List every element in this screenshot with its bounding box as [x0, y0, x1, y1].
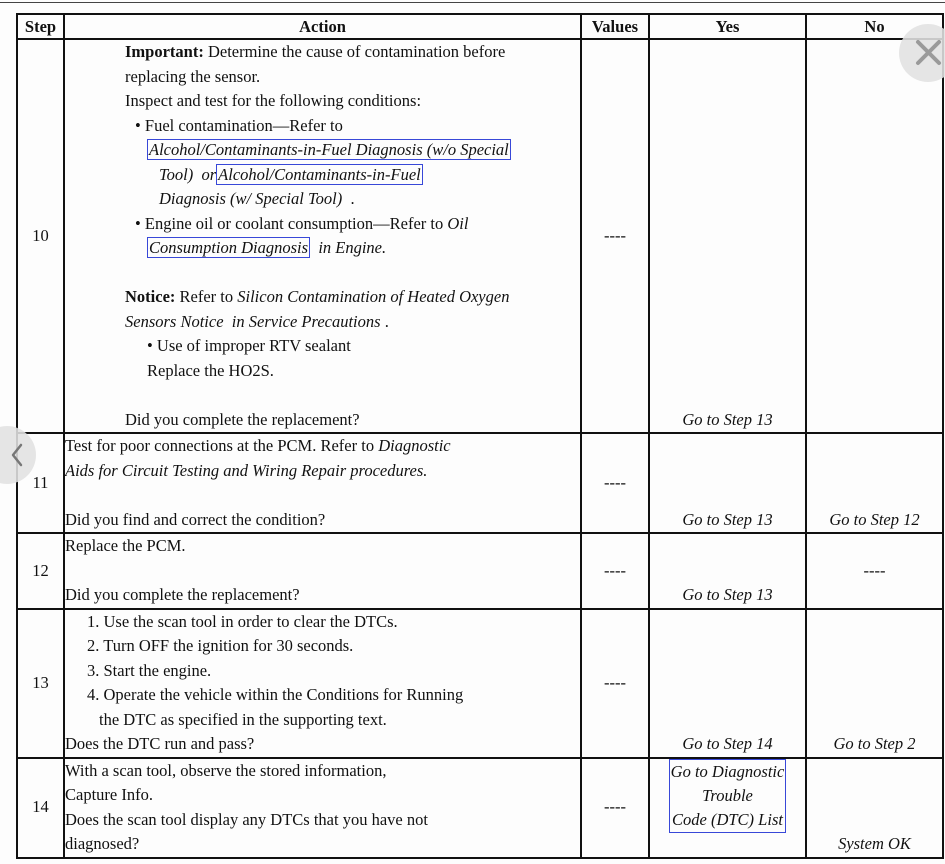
link-alcohol-w-special-tool[interactable]: Alcohol/Contaminants-in-Fuel — [218, 164, 421, 184]
yes-cell: Go to Step 13 — [649, 39, 806, 433]
top-border — [0, 2, 945, 3]
list-item: 2. Turn OFF the ignition for 30 seconds. — [87, 636, 354, 655]
link-oil-consumption-diagnosis[interactable]: Consumption Diagnosis — [149, 238, 309, 257]
yes-cell — [649, 758, 806, 858]
step-number: 13 — [17, 609, 64, 758]
chevron-left-icon — [0, 426, 36, 484]
header-row — [17, 14, 943, 39]
action-cell: Replace the PCM. Did you complete the replacement? — [64, 533, 581, 609]
step-number: 11 — [17, 433, 64, 533]
action-cell: With a scan tool, observe the stored information, Capture Info. Does the scan tool display any DTCs that you have not diagnosed? — [64, 758, 581, 858]
values-cell: ---- — [581, 533, 649, 609]
action-cell: Important: Determine the cause of contamination before replacing the sensor. Inspect and test for the following conditions: • Fuel contamination—Refer to Alcohol/Contaminants-in-Fuel Diagnosis (w/o Special Tool) or Alcohol/Contaminants-in-Fuel Diagnosis (w/ Special Tool) . • Engine oil or coolant consumption—Refer to Oil Consumption Diagnosis in Engine. Notice: Refer to Silicon Contamination of Heated Oxygen Sensors Notice in Service Precautions . • Use of improper RTV sealant Replace the HO2S. Did you complete the replacement? — [64, 39, 581, 433]
question: Did you find and correct the condition? — [65, 509, 326, 529]
table-row-step-10 — [17, 39, 943, 433]
action-cell: Test for poor connections at the PCM. Refer to Diagnostic Aids for Circuit Testing and Wiring Repair procedures. Did you find and correct the condition? — [64, 433, 581, 533]
header-yes: Yes — [649, 14, 806, 39]
list-item: 4. Operate the vehicle within the Conditions for Running — [87, 685, 464, 704]
values-cell: ---- — [581, 433, 649, 533]
question: Did you complete the replacement? — [125, 409, 360, 429]
step-number: 10 — [17, 39, 64, 433]
previous-button[interactable] — [0, 426, 36, 484]
values-cell: ---- — [581, 609, 649, 758]
important-label: Important: — [125, 42, 204, 61]
table-row-step-13 — [17, 609, 943, 758]
diagnostic-table — [16, 13, 944, 859]
question: Did you complete the replacement? — [65, 585, 300, 604]
yes-cell: Go to Step 14 — [649, 609, 806, 758]
header-no: No — [806, 14, 943, 39]
header-values: Values — [581, 14, 649, 39]
no-cell: Go to Step 2 — [806, 609, 943, 758]
yes-cell: Go to Step 13 — [649, 533, 806, 609]
notice-label: Notice: — [125, 287, 176, 306]
no-cell: System OK — [806, 758, 943, 858]
header-action: Action — [64, 14, 581, 39]
no-cell: Go to Step 12 — [806, 433, 943, 533]
close-button[interactable] — [899, 24, 945, 82]
list-item: 1. Use the scan tool in order to clear the DTCs. — [87, 611, 398, 631]
table-row-step-12 — [17, 533, 943, 609]
action-cell: 1. Use the scan tool in order to clear the DTCs. 2. Turn OFF the ignition for 30 seconds. 3. Start the engine. 4. Operate the vehicle within the Conditions for Running the DTC as specified in the supporting text. Does the DTC run and pass? — [64, 609, 581, 758]
question: Does the DTC run and pass? — [65, 734, 255, 753]
values-cell: ---- — [581, 39, 649, 433]
table-row-step-11 — [17, 433, 943, 533]
step-number: 12 — [17, 533, 64, 609]
values-cell: ---- — [581, 758, 649, 858]
yes-cell: Go to Step 13 — [649, 433, 806, 533]
header-step: Step — [17, 14, 64, 39]
link-alcohol-wo-special-tool[interactable]: Alcohol/Contaminants-in-Fuel Diagnosis (w/o Special — [149, 140, 509, 159]
no-cell — [806, 39, 943, 433]
list-item: 3. Start the engine. — [87, 660, 212, 680]
step-number: 14 — [17, 758, 64, 858]
link-dtc-list[interactable]: Go to Diagnostic Trouble Code (DTC) List — [669, 759, 787, 833]
table-row-step-14 — [17, 758, 943, 858]
no-cell: ---- — [806, 533, 943, 609]
close-icon — [899, 24, 945, 82]
